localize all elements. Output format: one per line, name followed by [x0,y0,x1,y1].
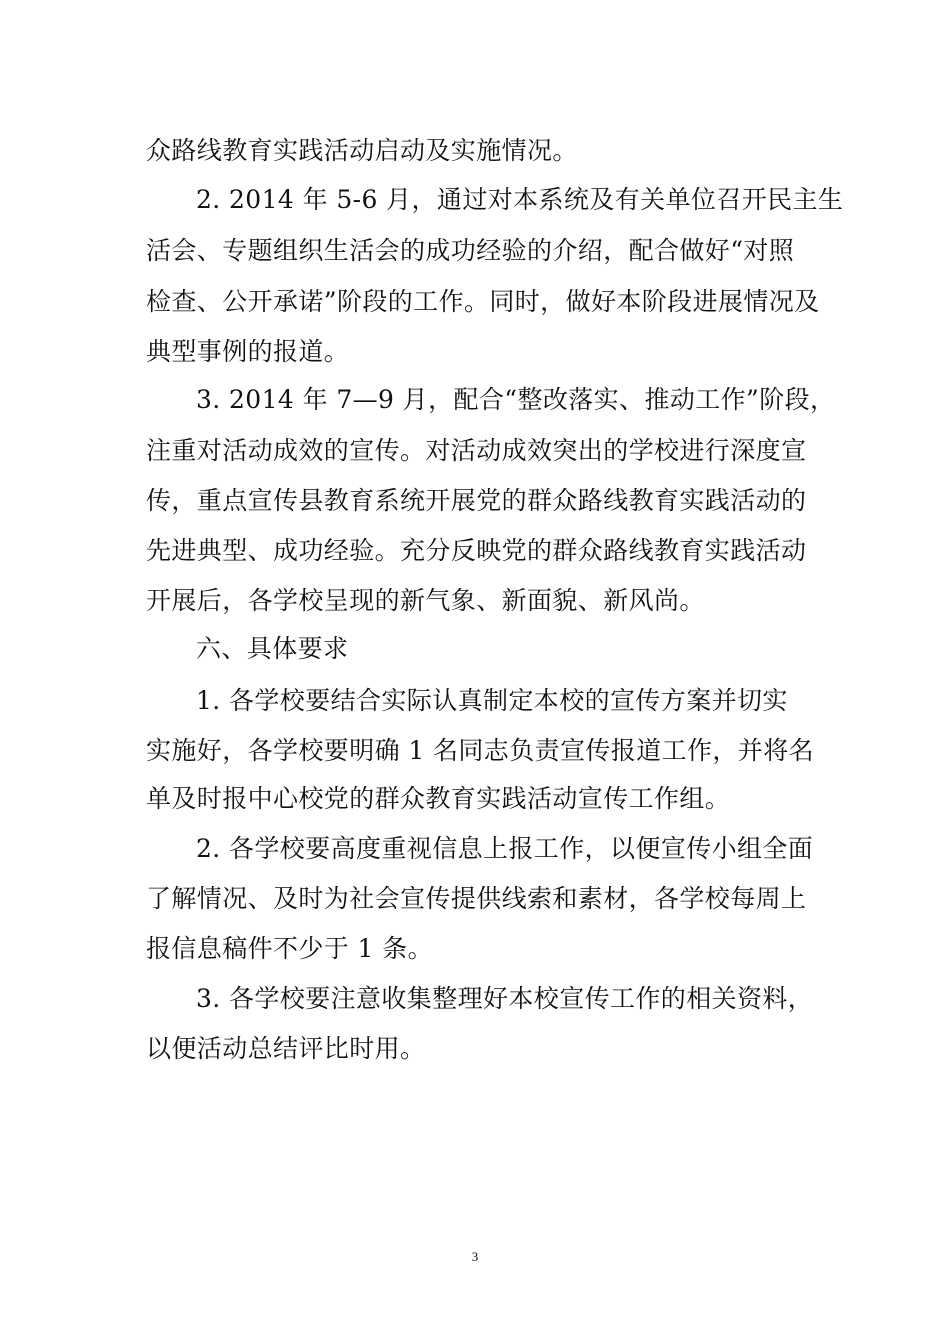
requirement-item-1-line: 1. 各学校要结合实际认真制定本校的宣传方案并切实 [196,686,788,715]
text-line: 检查、公开承诺”阶段的工作。同时，做好本阶段进展情况及 [146,287,820,316]
text-line: 传，重点宣传县教育系统开展党的群众路线教育实践活动的 [146,486,807,515]
text-line: 开展后，各学校呈现的新气象、新面貌、新风尚。 [146,586,705,615]
text-line: 以便活动总结评比时用。 [146,1034,426,1063]
section-heading: 六、具体要求 [196,634,349,663]
requirement-item-3-line: 3. 各学校要注意收集整理好本校宣传工作的相关资料， [196,984,814,1013]
paragraph-item-2-line: 2. 2014 年 5-6 月，通过对本系统及有关单位召开民主生 [196,185,844,214]
requirement-item-2-line: 2. 各学校要高度重视信息上报工作，以便宣传小组全面 [196,834,814,863]
text-line: 报信息稿件不少于 1 条。 [146,934,434,963]
text-line: 典型事例的报道。 [146,337,350,366]
text-line: 了解情况、及时为社会宣传提供线索和素材，各学校每周上 [146,884,807,913]
text-line: 先进典型、成功经验。充分反映党的群众路线教育实践活动 [146,536,807,565]
page-number: 3 [471,1249,479,1264]
text-line: 实施好，各学校要明确 1 名同志负责宣传报道工作，并将名 [146,736,815,765]
paragraph-item-3-line: 3. 2014 年 7—9 月，配合“整改落实、推动工作”阶段， [196,385,836,414]
text-line: 众路线教育实践活动启动及实施情况。 [146,136,578,165]
text-line: 活会、专题组织生活会的成功经验的介绍，配合做好“对照 [146,236,795,265]
text-line: 单及时报中心校党的群众教育实践活动宣传工作组。 [146,784,731,813]
text-line: 注重对活动成效的宣传。对活动成效突出的学校进行深度宣 [146,436,807,465]
